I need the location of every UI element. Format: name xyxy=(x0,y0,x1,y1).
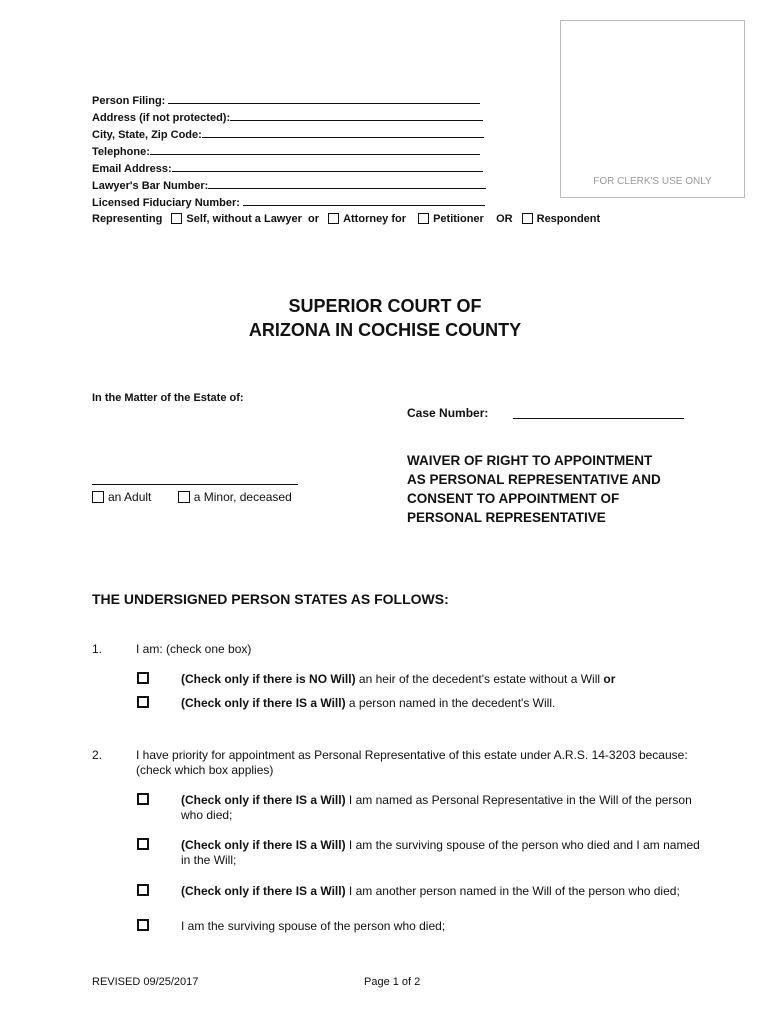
item2-option3-checkbox[interactable] xyxy=(137,884,149,896)
attorney-checkbox[interactable] xyxy=(328,213,339,224)
item2-number: 2. xyxy=(92,748,103,762)
email-field[interactable] xyxy=(172,160,483,172)
item1-option2-text: (Check only if there IS a Will) a person named in the decedent's Will. xyxy=(181,696,556,710)
matter-of-label: In the Matter of the Estate of: xyxy=(92,392,244,404)
item2-option1-text: (Check only if there IS a Will) I am named as Personal Representative in the Will of the person who died; xyxy=(181,793,692,822)
filer-info-block xyxy=(92,92,486,211)
court-name-line2: ARIZONA IN COCHISE COUNTY xyxy=(248,320,522,340)
estate-name-field[interactable] xyxy=(92,484,298,485)
address-row: Address (if not protected): xyxy=(92,109,486,126)
respondent-checkbox[interactable] xyxy=(522,213,533,224)
page-number: Page 1 of 2 xyxy=(364,976,421,988)
case-number-field[interactable] xyxy=(513,418,684,419)
case-number-label: Case Number: xyxy=(407,406,489,420)
adult-checkbox[interactable] xyxy=(92,491,104,503)
person-filing-row: Person Filing: xyxy=(92,92,486,109)
minor-checkbox[interactable] xyxy=(178,491,190,503)
item1-number: 1. xyxy=(92,642,103,656)
telephone-field[interactable] xyxy=(150,143,480,155)
email-row: Email Address: xyxy=(92,160,486,177)
clerk-use-label: FOR CLERK'S USE ONLY xyxy=(593,176,712,187)
item2-option3-text: (Check only if there IS a Will) I am another person named in the Will of the person who died; xyxy=(181,884,680,898)
item1-option1-checkbox[interactable] xyxy=(137,672,149,684)
item1-option2-checkbox[interactable] xyxy=(137,696,149,708)
city-state-zip-field[interactable] xyxy=(202,126,484,138)
self-checkbox[interactable] xyxy=(171,213,182,224)
petitioner-checkbox[interactable] xyxy=(418,213,429,224)
item2-option4-checkbox[interactable] xyxy=(137,919,149,931)
fiduciary-number-field[interactable] xyxy=(243,194,485,206)
representing-row: Representing Self, without a Lawyer or Attorney for Petitioner OR Respondent xyxy=(92,213,601,225)
person-filing-field[interactable] xyxy=(168,92,480,104)
clerk-use-box xyxy=(560,20,745,198)
address-field[interactable] xyxy=(230,109,483,121)
item2-option4-text: I am the surviving spouse of the person who died; xyxy=(181,919,446,933)
item2-option2-text: (Check only if there IS a Will) I am the surviving spouse of the person who died and I am named in the Will; xyxy=(181,838,700,867)
document-title: WAIVER OF RIGHT TO APPOINTMENT AS PERSONAL REPRESENTATIVE AND CONSENT TO APPOINTMENT OF PERSONAL REPRESENTATIVE xyxy=(407,453,661,525)
item1-option1-text: (Check only if there is NO Will) an heir of the decedent's estate without a Will or xyxy=(181,672,616,686)
bar-number-row: Lawyer's Bar Number: xyxy=(92,177,486,194)
revised-date: REVISED 09/25/2017 xyxy=(92,976,199,988)
item2-prompt: I have priority for appointment as Personal Representative of this estate under A.R.S. 14-3203 because: (check which box applies) xyxy=(136,748,688,777)
bar-number-field[interactable] xyxy=(208,177,486,189)
item2-option2-checkbox[interactable] xyxy=(137,838,149,850)
telephone-row: Telephone: xyxy=(92,143,486,160)
court-name-line1: SUPERIOR COURT OF xyxy=(288,296,482,316)
section-heading: THE UNDERSIGNED PERSON STATES AS FOLLOWS: xyxy=(92,591,449,607)
fiduciary-number-row: Licensed Fiduciary Number: xyxy=(92,194,486,211)
city-state-zip-row: City, State, Zip Code: xyxy=(92,126,486,143)
person-status-row: an Adult a Minor, deceased xyxy=(92,490,292,504)
item2-option1-checkbox[interactable] xyxy=(137,793,149,805)
item1-prompt: I am: (check one box) xyxy=(136,642,252,656)
